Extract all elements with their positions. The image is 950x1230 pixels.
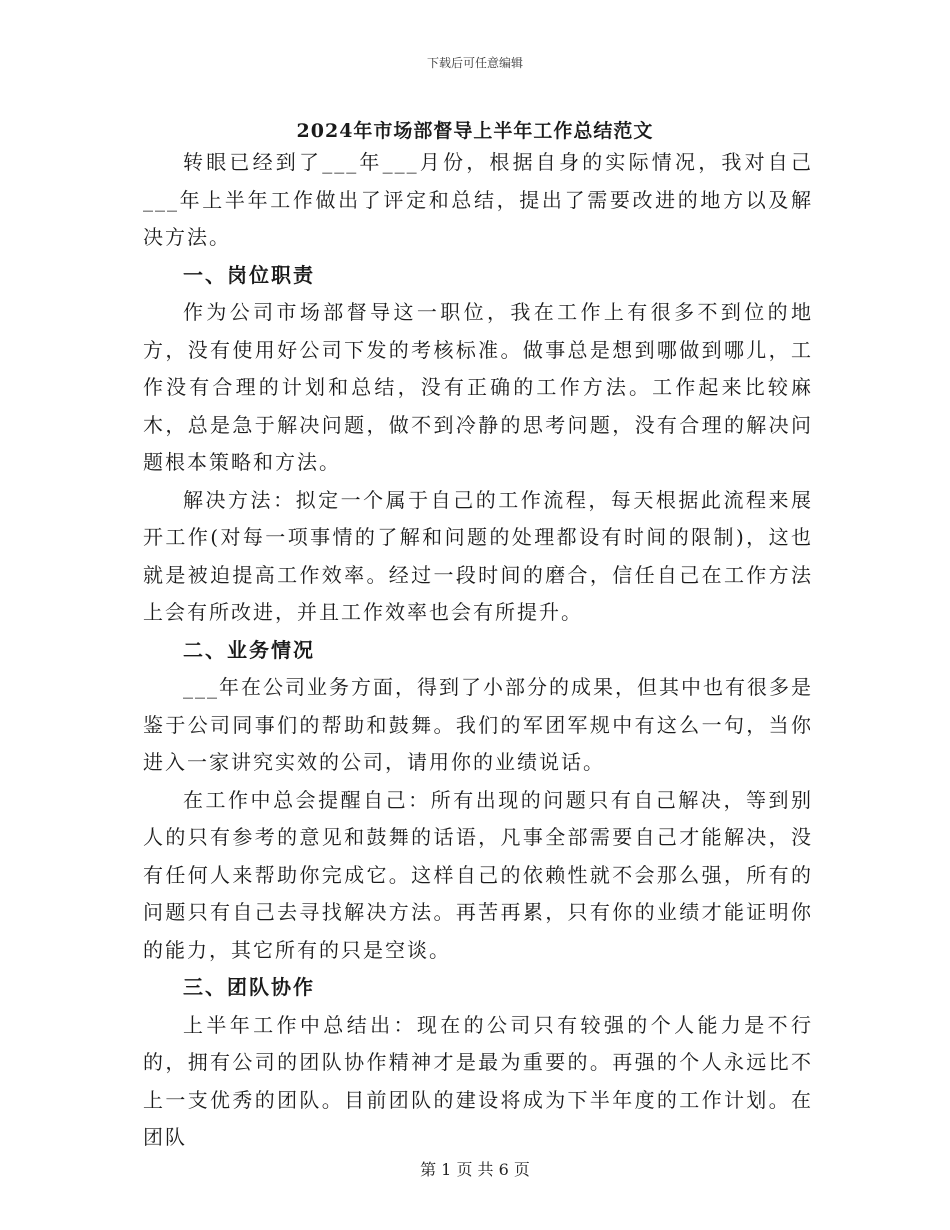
section-heading-teamwork: 三、团队协作 — [183, 975, 315, 999]
duties-paragraph: 作为公司市场部督导这一职位，我在工作上有很多不到位的地方，没有使用好公司下发的考核标准。做事总是想到哪做到哪儿，工作没有合理的计划和总结，没有正确的工作方法。工作起来比较麻木，总是急于解决问题，做不到冷静的思考问题，没有合理的解决问题根本策略和方法。 — [143, 300, 813, 474]
document-title: 2024年市场部督导上半年工作总结范文 — [296, 120, 654, 142]
solution-paragraph: 解决方法：拟定一个属于自己的工作流程，每天根据此流程来展开工作(对每一项事情的了解和问题的处理都设有时间的限制)，这也就是被迫提高工作效率。经过一段时间的磨合，信任自己在工作方法上会有所改进，并且工作效率也会有所提升。 — [143, 487, 813, 624]
header-note: 下载后可任意编辑 — [426, 56, 523, 70]
business-paragraph: ___年在公司业务方面，得到了小部分的成果，但其中也有很多是鉴于公司同事们的帮助和鼓舞。我们的军团军规中有这么一句，当你进入一家讲究实效的公司，请用你的业绩说话。 — [143, 675, 813, 774]
page-number: 第 1 页 共 6 页 — [420, 1160, 530, 1179]
teamwork-paragraph: 上半年工作中总结出：现在的公司只有较强的个人能力是不行的，拥有公司的团队协作精神才是最为重要的。再强的个人永远比不上一支优秀的团队。目前团队的建设将成为下半年度的工作计划。在团队 — [143, 1012, 813, 1149]
section-heading-duties: 一、岗位职责 — [183, 262, 315, 287]
self-reminder-paragraph: 在工作中总会提醒自己：所有出现的问题只有自己解决，等到别人的只有参考的意见和鼓舞的话语，凡事全部需要自己才能解决，没有任何人来帮助你完成它。这样自己的依赖性就不会那么强，所有的问题只有自己去寻找解决方法。再苦再累，只有你的业绩才能证明你的能力，其它所有的只是空谈。 — [143, 787, 813, 962]
document-body — [143, 144, 813, 1157]
section-heading-business: 二、业务情况 — [183, 637, 315, 662]
intro-paragraph: 转眼已经到了___年___月份，根据自身的实际情况，我对自己___年上半年工作做出了评定和总结，提出了需要改进的地方以及解决方法。 — [143, 150, 813, 249]
